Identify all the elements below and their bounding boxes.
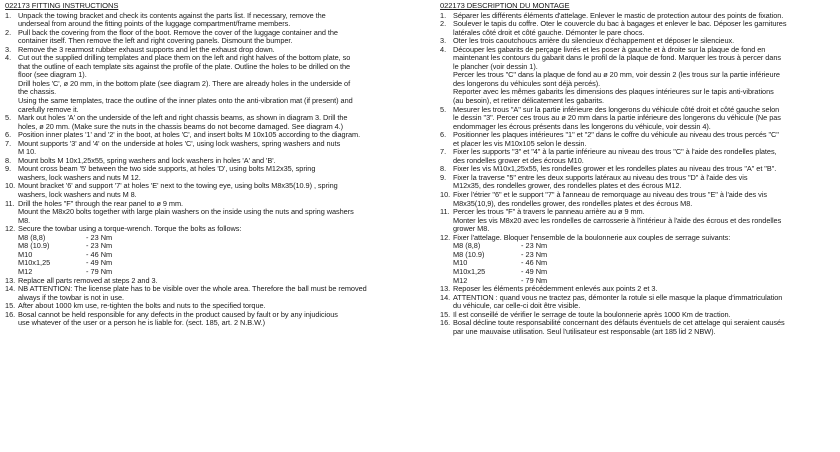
torque-table-en (5, 234, 409, 277)
step-line: Bosal cannot be held responsible for any defects in the product caused by fault or by any injudicious (18, 309, 338, 319)
step-text (18, 285, 409, 302)
step-text (18, 54, 409, 114)
torque-bolt: M10 (453, 258, 468, 268)
torque-value: - 23 Nm (86, 232, 113, 242)
step-line: des longerons du véhicules sont déjà percés). (453, 78, 601, 88)
step-line: Monter les vis M8x20 avec les rondelles de carrosserie à l'intérieur à l'aide des écrous et des rondelles (453, 215, 782, 225)
step-number: 5. (440, 104, 447, 114)
torque-bolt: M10 (18, 249, 33, 259)
step-line: Mount supports '3' and '4' on the underside at holes 'C', using lock washers, spring washers and nuts (18, 138, 341, 148)
step-number: 3. (5, 44, 12, 54)
instruction-step (5, 165, 409, 182)
step-line: Position inner plates '1' and '2' in the boot, at holes 'C', and insert bolts M 10x105 according to the diagram. (18, 130, 361, 140)
step-number: 7. (440, 147, 447, 157)
instruction-step (5, 311, 409, 328)
step-text (18, 225, 409, 234)
step-number: 14. (5, 284, 16, 294)
instruction-step (440, 208, 836, 234)
step-line: grower M8. (453, 224, 490, 234)
instruction-step (440, 131, 836, 148)
step-number: 1. (5, 10, 12, 20)
step-number: 11. (5, 198, 15, 208)
instruction-step (440, 148, 836, 165)
instruction-step (5, 54, 409, 114)
torque-indent (440, 259, 453, 268)
torque-row (440, 251, 836, 260)
step-line: Mark out holes 'A' on the underside of the left and right chassis beams, as shown in diagram 3. Drill the (18, 113, 348, 123)
torque-row (5, 259, 409, 268)
step-line: Drill holes 'C', ø 20 mm, in the bottom plate (see diagram 2). There are already holes in the underside of (18, 78, 351, 88)
step-line: Replace all parts removed at steps 2 and 3. (18, 275, 158, 285)
instruction-step (440, 174, 836, 191)
step-line: Fixer l'étrier "6" et le support "7" à l'anneau de remorquage au niveau des trous "E" à l'aide des vis (453, 190, 767, 200)
torque-value: - 46 Nm (521, 258, 548, 268)
step-line: floor (see diagram 1). (18, 70, 87, 80)
step-line: Mesurer les trous "A" sur la partie inférieure des longerons du véhicule côté droit et côté gauche selon (453, 104, 780, 114)
step-line: M8x35(10,9), des rondelles grower, des rondelles plates et des écrous M8. (453, 198, 693, 208)
step-line: Pull back the covering from the floor of the boot. Remove the cover of the luggage container and the (18, 27, 338, 37)
step-number: 6. (440, 130, 447, 140)
torque-value: - 23 Nm (521, 241, 548, 251)
step-line: maintenant les contours du gabarit dans le profil de la plaque de fond. Marquer les trous à percer dans (453, 53, 781, 63)
step-line: Fixer la traverse "5" entre les deux supports latéraux au niveau des trous "D" à l'aide des vis (453, 172, 748, 182)
step-line: M8. (18, 215, 31, 225)
step-line: Using the same templates, trace the outline of the inner plates onto the anti-vibration mat (if present) and (18, 96, 353, 106)
step-number: 10. (5, 181, 16, 191)
step-text (453, 20, 836, 37)
torque-table-fr (440, 242, 836, 285)
torque-bolt: M8 (8,8) (18, 232, 46, 242)
step-line: par une mauvaise utilisation. Seul l'utilisateur est responsable (art 185 lid 2 NBW). (453, 326, 716, 336)
step-number: 2. (440, 19, 447, 29)
step-line: M 10. (18, 147, 37, 157)
step-line: du véhicule, car celle-ci doit être visible. (453, 301, 581, 311)
step-number: 11. (440, 207, 450, 217)
step-line: Positionner les plaques intérieures "1" et "2" dans le coffre du véhicule au niveau des trous percés "C" (453, 130, 779, 140)
step-text (18, 182, 409, 199)
step-number: 5. (5, 113, 12, 123)
step-line: Oter les trois caoutchoucs arrière du silencieux d'échappement et déposer le silencieux. (453, 36, 735, 46)
torque-value: - 23 Nm (521, 249, 548, 259)
instruction-step (5, 140, 409, 157)
torque-value: - 79 Nm (521, 275, 548, 285)
step-number: 4. (5, 53, 12, 63)
steps-list-after-en (5, 277, 409, 328)
instruction-step (5, 200, 409, 226)
torque-row (440, 268, 836, 277)
torque-bolt: M8 (8,8) (453, 241, 481, 251)
torque-indent (440, 242, 453, 251)
step-number: 8. (440, 164, 447, 174)
step-text (453, 208, 836, 234)
instruction-step (5, 12, 409, 29)
step-text (18, 311, 409, 328)
step-line: After about 1000 km use, re-tighten the bolts and nuts to the specified torque. (18, 301, 266, 311)
torque-row (440, 242, 836, 251)
step-line: endommager les écrous présents dans les longerons du véhicule, voir dessin 4). (453, 121, 711, 131)
step-number: 13. (440, 284, 451, 294)
step-line: Fixer les vis M10x1,25x55, les rondelles grower et les rondelles plates au niveau des trous "A" et "B". (453, 164, 777, 174)
step-line: Il est conseillé de vérifier le serrage de toute la boulonnerie après 1000 Km de traction. (453, 309, 731, 319)
step-line: NB ATTENTION: The license plate has to be visible over the whole area. Therefore the ball must be removed (18, 284, 367, 294)
step-text (453, 148, 836, 165)
step-line: holes, ø 20 mm. (Make sure the nuts in the chassis beams do not become damaged. See diagram 4.) (18, 121, 344, 131)
step-number: 9. (440, 172, 447, 182)
step-text (453, 46, 836, 106)
step-line: et placer les vis M10x105 selon le dessin. (453, 138, 587, 148)
instruction-step (440, 46, 836, 106)
step-line: washers, lock washers and nuts M 8. (18, 190, 137, 200)
step-number: 16. (440, 318, 451, 328)
step-number: 3. (440, 36, 447, 46)
step-line: Drill the holes "F" through the rear panel to ø 9 mm. (18, 198, 184, 208)
step-line: Reporter avec les mêmes gabarits les dimensions des plaques intérieures sur le tapis anti-vibrations (453, 87, 774, 97)
step-number: 15. (440, 309, 451, 319)
step-line: Découper les gabarits de perçage livrés et les poser à gauche et à droite sur la plaque de fond en (453, 44, 766, 54)
step-line: Percer les trous "C" dans la plaque de fond au ø 20 mm, voir dessin 2 (les trous sur la partie inférieure (453, 70, 780, 80)
instruction-step (5, 225, 409, 234)
step-line: Unpack the towing bracket and check its contents against the parts list. If necessary, remove the (18, 10, 326, 20)
torque-indent (5, 259, 18, 268)
step-line: Remove the 3 rearmost rubber exhaust supports and let the exhaust drop down. (18, 44, 275, 54)
step-line: Mount bracket '6' and support '7' at holes 'E' next to the towing eye, using bolts M8x35(10.9) , spring (18, 181, 338, 191)
step-text (453, 294, 836, 311)
instruction-step (440, 294, 836, 311)
step-number: 15. (5, 301, 16, 311)
step-text (453, 319, 836, 336)
step-line: Cut out the supplied drilling templates and place them on the left and right halves of the bottom plate, so (18, 53, 351, 63)
step-text (18, 12, 409, 29)
step-line: Séparer les différents éléments d'attelage. Enlever le mastic de protection autour des points de fixation. (453, 10, 784, 20)
step-line: Mount bolts M 10x1,25x55, spring washers and lock washers in holes 'A' and 'B'. (18, 155, 276, 165)
step-line: (au besoin), et retirer délicatement les gabarits. (453, 96, 604, 106)
torque-bolt: M10x1,25 (18, 258, 51, 268)
step-number: 16. (5, 309, 16, 319)
step-number: 14. (440, 292, 451, 302)
instructions-title-fr: 022173 DESCRIPTION DU MONTAGE (440, 1, 570, 10)
torque-value: - 49 Nm (521, 266, 548, 276)
instruction-step (5, 285, 409, 302)
french-instructions (440, 2, 836, 336)
torque-value: - 46 Nm (86, 249, 113, 259)
step-line: latérales côté droit et côté gauche. Démonter le pare chocs. (453, 27, 645, 37)
step-number: 8. (5, 155, 12, 165)
step-line: container itself. Then remove the left and right covering panels. Dismount the bumper. (18, 36, 293, 46)
instruction-step (5, 182, 409, 199)
instruction-step (440, 106, 836, 132)
step-line: Bosal décline toute responsabilité concernant des défauts éventuels de cet attelage qui seraient causés (453, 318, 785, 328)
torque-indent (5, 242, 18, 251)
step-line: use whatever of the user or a person he is liable for. (sect. 185, art. 2 N.B.W.) (18, 318, 265, 328)
instruction-step (440, 319, 836, 336)
step-line: the chassis. (18, 87, 57, 97)
step-line: Secure the towbar using a torque-wrench. Torque the bolts as follows: (18, 224, 242, 234)
torque-row (5, 242, 409, 251)
step-number: 4. (440, 44, 447, 54)
step-line: Percer les trous "F" à travers le panneau arrière au ø 9 mm. (453, 207, 645, 217)
steps-list-en (5, 12, 409, 234)
torque-indent (440, 251, 453, 260)
step-line: underseal from around the fitting points of the luggage compartment/frame members. (18, 19, 291, 29)
step-text (453, 234, 836, 243)
step-text (18, 200, 409, 226)
torque-bolt: M8 (10.9) (453, 249, 485, 259)
step-number: 10. (440, 190, 451, 200)
step-number: 2. (5, 27, 12, 37)
torque-bolt: M8 (10.9) (18, 241, 50, 251)
instruction-step (5, 114, 409, 131)
instruction-step (5, 29, 409, 46)
instruction-step (440, 191, 836, 208)
step-number: 1. (440, 10, 447, 20)
step-text (18, 114, 409, 131)
torque-value: - 49 Nm (86, 258, 113, 268)
instructions-title-en: 022173 FITTING INSTRUCTIONS (5, 1, 119, 10)
torque-bolt: M12 (18, 266, 33, 276)
step-line: le plancher (voir dessin 1). (453, 61, 538, 71)
step-line: des rondelles grower et des écrous M10. (453, 155, 584, 165)
torque-value: - 79 Nm (86, 266, 113, 276)
step-line: Fixer l'attelage. Bloquer l'ensemble de la boulonnerie aux couples de serrage suivants: (453, 232, 731, 242)
step-line: Mount cross beam '5' between the two side supports, at holes 'D', using bolts M12x35, spring (18, 164, 316, 174)
step-line: ATTENTION : quand vous ne tractez pas, démonter la rotule si elle masque la plaque d'immatriculation (453, 292, 783, 302)
step-text (453, 131, 836, 148)
step-text (18, 140, 409, 157)
step-number: 13. (5, 275, 16, 285)
step-number: 7. (5, 138, 12, 148)
step-text (453, 191, 836, 208)
torque-row (5, 251, 409, 260)
torque-bolt: M12 (453, 275, 468, 285)
english-instructions (5, 2, 409, 328)
torque-bolt: M10x1,25 (453, 266, 486, 276)
step-line: washers, lock washers and nuts M 12. (18, 172, 141, 182)
step-text (18, 165, 409, 182)
step-text (453, 174, 836, 191)
torque-indent (5, 234, 18, 243)
steps-list-after-fr (440, 285, 836, 336)
step-number: 12. (440, 232, 451, 242)
step-text (18, 29, 409, 46)
torque-row (5, 234, 409, 243)
step-number: 6. (5, 130, 12, 140)
step-line: Mount the M8x20 bolts together with large plain washers on the inside using the nuts and spring washers (18, 207, 354, 217)
step-line: Reposer les éléments précédemment enlevés aux points 2 et 3. (453, 284, 658, 294)
instruction-step (440, 234, 836, 243)
step-line: Fixer les supports "3" et "4" à la partie inférieure au niveau des trous "C" à l'aide des rondelles plates, (453, 147, 777, 157)
step-number: 9. (5, 164, 12, 174)
step-number: 12. (5, 224, 16, 234)
step-line: always if the towbar is not in use. (18, 292, 125, 302)
instruction-step (440, 20, 836, 37)
torque-value: - 23 Nm (86, 241, 113, 251)
step-line: Soulever le tapis du coffre. Oter le couvercle du bac à bagages et enlever le bac. Déposer les garnitures (453, 19, 787, 29)
step-line: carefully remove it. (18, 104, 79, 114)
step-text (453, 106, 836, 132)
torque-indent (440, 268, 453, 277)
step-line: M12x35, des rondelles grower, des rondelles plates et des écrous M12. (453, 181, 682, 191)
torque-indent (5, 251, 18, 260)
step-line: that the outline of each template sits against the profile of the plate. Outline the holes to be drilled on the (18, 61, 351, 71)
torque-row (440, 259, 836, 268)
steps-list-fr (440, 12, 836, 243)
step-line: le dessin "3". Percer ces trous au ø 20 mm dans la partie inférieure des longerons du véhicule (Ne pas (453, 113, 781, 123)
